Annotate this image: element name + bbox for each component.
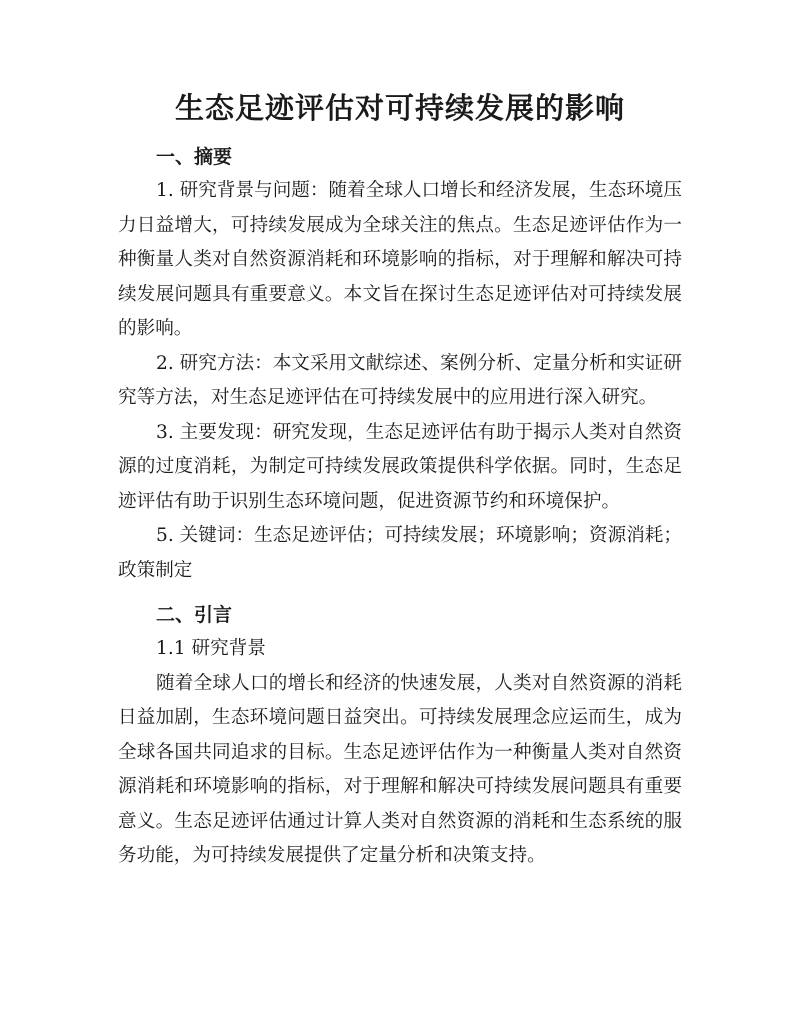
abstract-paragraph-background: 1. 研究背景与问题：随着全球人口增长和经济发展，生态环境压力日益增大，可持续发展成为全球关注的焦点。生态足迹评估作为一种衡量人类对自然资源消耗和环境影响的指标，对于理解和解决可持续发展问题具有重要意义。本文旨在探讨生态足迹评估对可持续发展的影响。 — [118, 180, 682, 339]
introduction-paragraph: 随着全球人口的增长和经济的快速发展，人类对自然资源的消耗日益加剧，生态环境问题日益突出。可持续发展理念应运而生，成为全球各国共同追求的目标。生态足迹评估作为一种衡量人类对自然资源消耗和环境影响的指标，对于理解和解决可持续发展问题具有重要意义。生态足迹评估通过计算人类对自然资源的消耗和生态系统的服务功能，为可持续发展提供了定量分析和决策支持。 — [118, 672, 682, 866]
section-abstract — [118, 140, 682, 588]
document-title: 生态足迹评估对可持续发展的影响 — [174, 91, 625, 125]
abstract-paragraph-findings: 3. 主要发现：研究发现，生态足迹评估有助于揭示人类对自然资源的过度消耗，为制定可持续发展政策提供科学依据。同时，生态足迹评估有助于识别生态环境问题，促进资源节约和环境保护。 — [118, 421, 682, 512]
section-introduction — [118, 598, 682, 874]
section-heading-abstract: 一、摘要 — [156, 146, 233, 168]
abstract-paragraph-methods: 2. 研究方法：本文采用文献综述、案例分析、定量分析和实证研究等方法，对生态足迹评估在可持续发展中的应用进行深入研究。 — [118, 352, 682, 408]
section-heading-introduction: 二、引言 — [156, 604, 233, 626]
subsection-heading-background: 1.1 研究背景 — [156, 638, 266, 659]
abstract-paragraph-keywords: 5. 关键词：生态足迹评估；可持续发展；环境影响；资源消耗；政策制定 — [118, 525, 682, 581]
